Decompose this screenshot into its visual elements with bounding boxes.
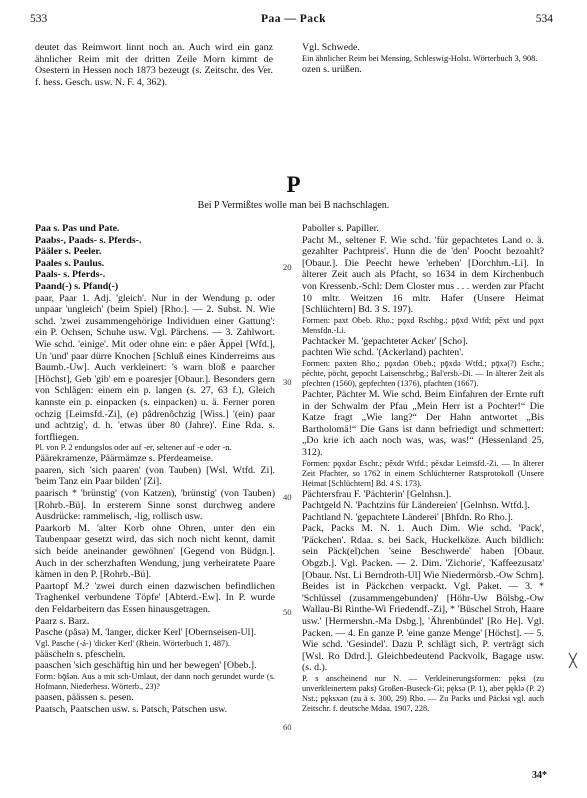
entry: Pacht M., seltener F. Wie schd. 'für gepachtetes Land o. ä. gezahlter Pachtpreis'. Hunn die de 'den' Poocht bezoahlt? [Obaur.]. Die Peecht hewe 'erheben' [Dorchhm.-Li]. In älterer Zeit auch als Pfacht, so 1634 in dem Kirchenbuch von Kressenb.-Schl: Dem Closter mus . . . werden zur Pfacht 10 mltr. Weitzen 16 mltr. Hafer (Unsere Heimat [Schlüchtern] Bd. 3 S. 197). — [302, 234, 544, 316]
entry: paaren, sich 'sich paaren' (von Tauben) [Wsl. Wtfd. Zi]. 'beim Tanz ein Paar bilden' [Zi]. — [35, 464, 275, 488]
entry: Paales s. Paulus. — [35, 257, 105, 269]
entry: Pachtgeld N. 'Pachtzins für Ländereien' [Gelnhsn. Wtfd.]. — [302, 500, 530, 512]
right-column — [302, 223, 544, 714]
entry: Päärekramenze, Päärmämze s. Pferdeameise. — [35, 453, 214, 465]
signature-mark: 34* — [532, 770, 547, 781]
entry-note: Pl. von P. 2 endungslos oder auf -er, seltener auf -e oder -n. — [35, 443, 232, 453]
line-number: 20 — [283, 262, 292, 272]
page-number-right: 534 — [535, 13, 553, 25]
header-title: Paa — Pack — [260, 13, 327, 25]
entry: Pachter, Pächter M. Wie schd. Beim Einfahren der Ernte ruft in der Schwalm der Pfau „Mein Herr ist a Pochter!“ Die Katze fragt „Wie lang?“ Der Hahn antwortet „Bis Bartholomä!“ Die Gans ist dann befriedigt und schmettert: „Do krie ich aach noch was, was, was!“ (Hessenland 25, 312). — [302, 388, 544, 458]
entry: Paatsch, Paatschen usw. s. Patsch, Patschen usw. — [35, 703, 228, 715]
page-number-left: 533 — [30, 13, 48, 25]
entry: Pääler s. Peeler. — [35, 246, 102, 258]
entry: pachten Wie schd. '(Ackerland) pachten'. — [302, 347, 464, 359]
entry: Pachtacker M. 'gepachteter Acker' [Scho]. — [302, 335, 468, 347]
entry: Paboller s. Papiller. — [302, 223, 379, 234]
entry: Paarkorb M. 'alter Korb ohne Ohren, unter den ein Taubenpaar gesetzt wird, das sich noch nicht kennt, damit sich beide aneinander gewöhnen' [Gegend von Büdgn.]. Auch in der scherzhaften Wendung, jung verheiratete Paare kämen in den P. [Rohrb.-Bü]. — [35, 522, 275, 581]
entry-note: P. s anscheinend nur N. — Verkleinerungsformen: pęksi (zu unverkleinertem paks) Großen-Buseck-Gi; pęksə (P. 1), aber pęklə (P. 2) Nst.; pęksxən (zu ä s. 300, 29) Rho. — Zu Packs und Päcksi vgl. auch Zeitschr. f. deutsche Mdaa. 1907, 228. — [302, 674, 544, 713]
running-header — [0, 13, 587, 29]
entry-note: Formen: paxten Rho.; pǫxdǝn Obeb.; pǭxdǝ Wtfd.; pǭxə(?) Eschr.; pēchte, pöcht, gepocht Laisenschrbg.; Bal'ersb.-Di. — In älterer Zeit als pfechten (1560), gepfechten (1376), pfachten (1667). — [302, 358, 544, 388]
entry: paaschen 'sich geschäftig hin und her bewegen' [Obeb.]. — [35, 660, 257, 672]
entry-note: Form: bǭšən. Aus a mit sch-Umlaut, der dann noch gerundet wurde (s. Hofmann, Niederhess. Wörterb., 23)? — [35, 671, 275, 691]
entry-note: Formen: pǫxdər Eschr.; pēxdr Wtfd.; pēxdər Leimsfd.-Zi. — In älterer Zeit Pfachter, so 1762 in einem Schlüchterner Ratsprotokoll (Unsere Heimat [Schlüchtern] Bd. 4 S. 173). — [302, 458, 544, 488]
top-left-column — [35, 42, 273, 88]
line-number: 60 — [283, 722, 292, 732]
entry-note: Formen: paxt Obeb. Rho.; pǫxd Rschbg.; pǭxd Wtfd; pēxt und pǫxt Mensfdn.-Li. — [302, 315, 544, 335]
entry: Pack, Packs M. N. 1. Auch Dim. Wie schd. 'Pack', 'Päckchen'. Rdaa. s. bei Sack, Huckelköze. Auch bildlich: sein Päck(el)chen 'seine Beschwerde' haben [Obaur. Obgzb.]. Vgl. Packen. — 2. Dim. 'Zichorie', 'Kaffeezusatz' [Obaur. Nst. Li Berndroth-Ul] Wie Niedermörsb.-Ow Schm]. Beides ist in Päckchen verpackt. Vgl. Paket. — 3. * 'Schlüssel (zusammengebunden)' [Höhr-Uw Bölsbg.-Ow Wallau-Bi Rinthe-Wi Friedendf.-Zi], * 'Büschel Stroh, Haare usw.' [Hermershn.-Ma Dsbg.], 'Ährenbündel' [Ro He]. Vgl. Packen. — 4. En ganze P. 'eine ganze Menge' [Höchst]. — 5. Wie schd. 'Gesindel'. Dazu P. schlägt sich, P. verträgt sich [Wsl. Ro Ddrd.]. Gleichbedeutend Packvolk, Bagage usw. (s. d.). — [302, 523, 544, 674]
entry: Paa s. Pas und Pate. — [35, 223, 120, 234]
section-letter: P — [286, 172, 301, 197]
top-right-entry: ozen s. urüßen. — [302, 63, 362, 75]
top-right-vgl: Vgl. Schwede. — [302, 42, 360, 53]
entry-note: Vgl. Pasche (-á-) 'dicker Kerl' (Rhein. Wörterbuch 1, 487). — [35, 638, 230, 648]
entry: Paarz s. Barz. — [35, 615, 90, 627]
line-number: 30 — [283, 377, 292, 387]
entry: Paabs-, Paads- s. Pferds-. — [35, 234, 142, 246]
entry: paasen, päässen s. pesen. — [35, 691, 134, 703]
entry: Paartopf M.? 'zwei durch einen dazwischen befindlichen Traghenkel verbundene Töpfe' [Abterd.-Ew]. In P. wurde den Feldarbeitern das Essen hinausgetragen. — [35, 580, 275, 615]
line-number: 50 — [283, 607, 292, 617]
entry: Paand(-) s. Pfand(-) — [35, 280, 119, 292]
entry: paarisch * 'brünstig' (von Katzen), 'brünstig' (von Tauben) [Rohrb.-Bü]. In ersterem Sinne sonst durchweg andere Ausdrücke: rammelisch, -lig, rollisch usw. — [35, 488, 275, 523]
left-column — [35, 223, 275, 715]
top-right-column — [302, 42, 542, 75]
margin-mark: ╳ — [569, 653, 577, 668]
line-number: 40 — [283, 492, 292, 502]
section-note: Bei P Vermißtes wolle man bei B nachschlagen. — [197, 200, 390, 211]
top-left-text: deutet das Reimwort linnt noch an. Auch wird ein ganz ähnlicher Reim mit der dritten Zeile Morn kimmt de Osestern in Hessen noch 1873 bezeugt (s. Zeitschr. des Ver. f. hess. Gesch. usw. N. F. 4, 362). — [35, 42, 273, 88]
entry: paar, Paar 1. Adj. 'gleich'. Nur in der Wendung p. oder unpaar 'ungleich' (beim Spiel) [Rho.]. — 2. Subst. N. Wie schd. 'zwei zusammengehörige Individuen einer Gattung': ein P. Ochsen, Schuhe usw. Vgl. Pärchens. — 3. Zahlwort. Wie schd. 'einige'. Mit oder ohne ein: e pâer Äppel [Wfd.], Un 'und' paar dürre Knochen [Schluß eines Kinderreims aus Baumb.-Uw]. Auch verkleinert: 's warn bloß e paarcher [Höchst], Geb 'gib' em e poaresjer [Obaur.]. Besonders gern von Schlägen: einem ein p. langen (s. 27, 63 f.), Gleich kannste ein p. einpacken (s. einpacken) u. ä. Ferner poren ochzig [Leimsfd.-Zi], (e) pâdrenôchzig [Wiss.] '(ein) paar und achtzig', d. h. 'etwas über 80 (Jahre)'. Eine Rda. s. fortfliegen. — [35, 292, 275, 443]
entry: Paals- s. Pferds-. — [35, 269, 106, 281]
entry: Pasche (pâsə) M. 'langer, dicker Kerl' [Obernseisen-Ul]. — [35, 627, 257, 639]
entry: pääscheln s. pfescheln. — [35, 648, 126, 660]
top-right-note: Ein ähnlicher Reim bei Mensing, Schleswig-Holst. Wörterbuch 3, 908. — [302, 53, 538, 63]
entry: Pächtersfrau F. 'Pächterin' [Gelnhsn.]. — [302, 488, 452, 500]
entry: Pachtland N. 'gepachtete Länderei' [Bhfdn. Ro Rho.]. — [302, 511, 513, 523]
